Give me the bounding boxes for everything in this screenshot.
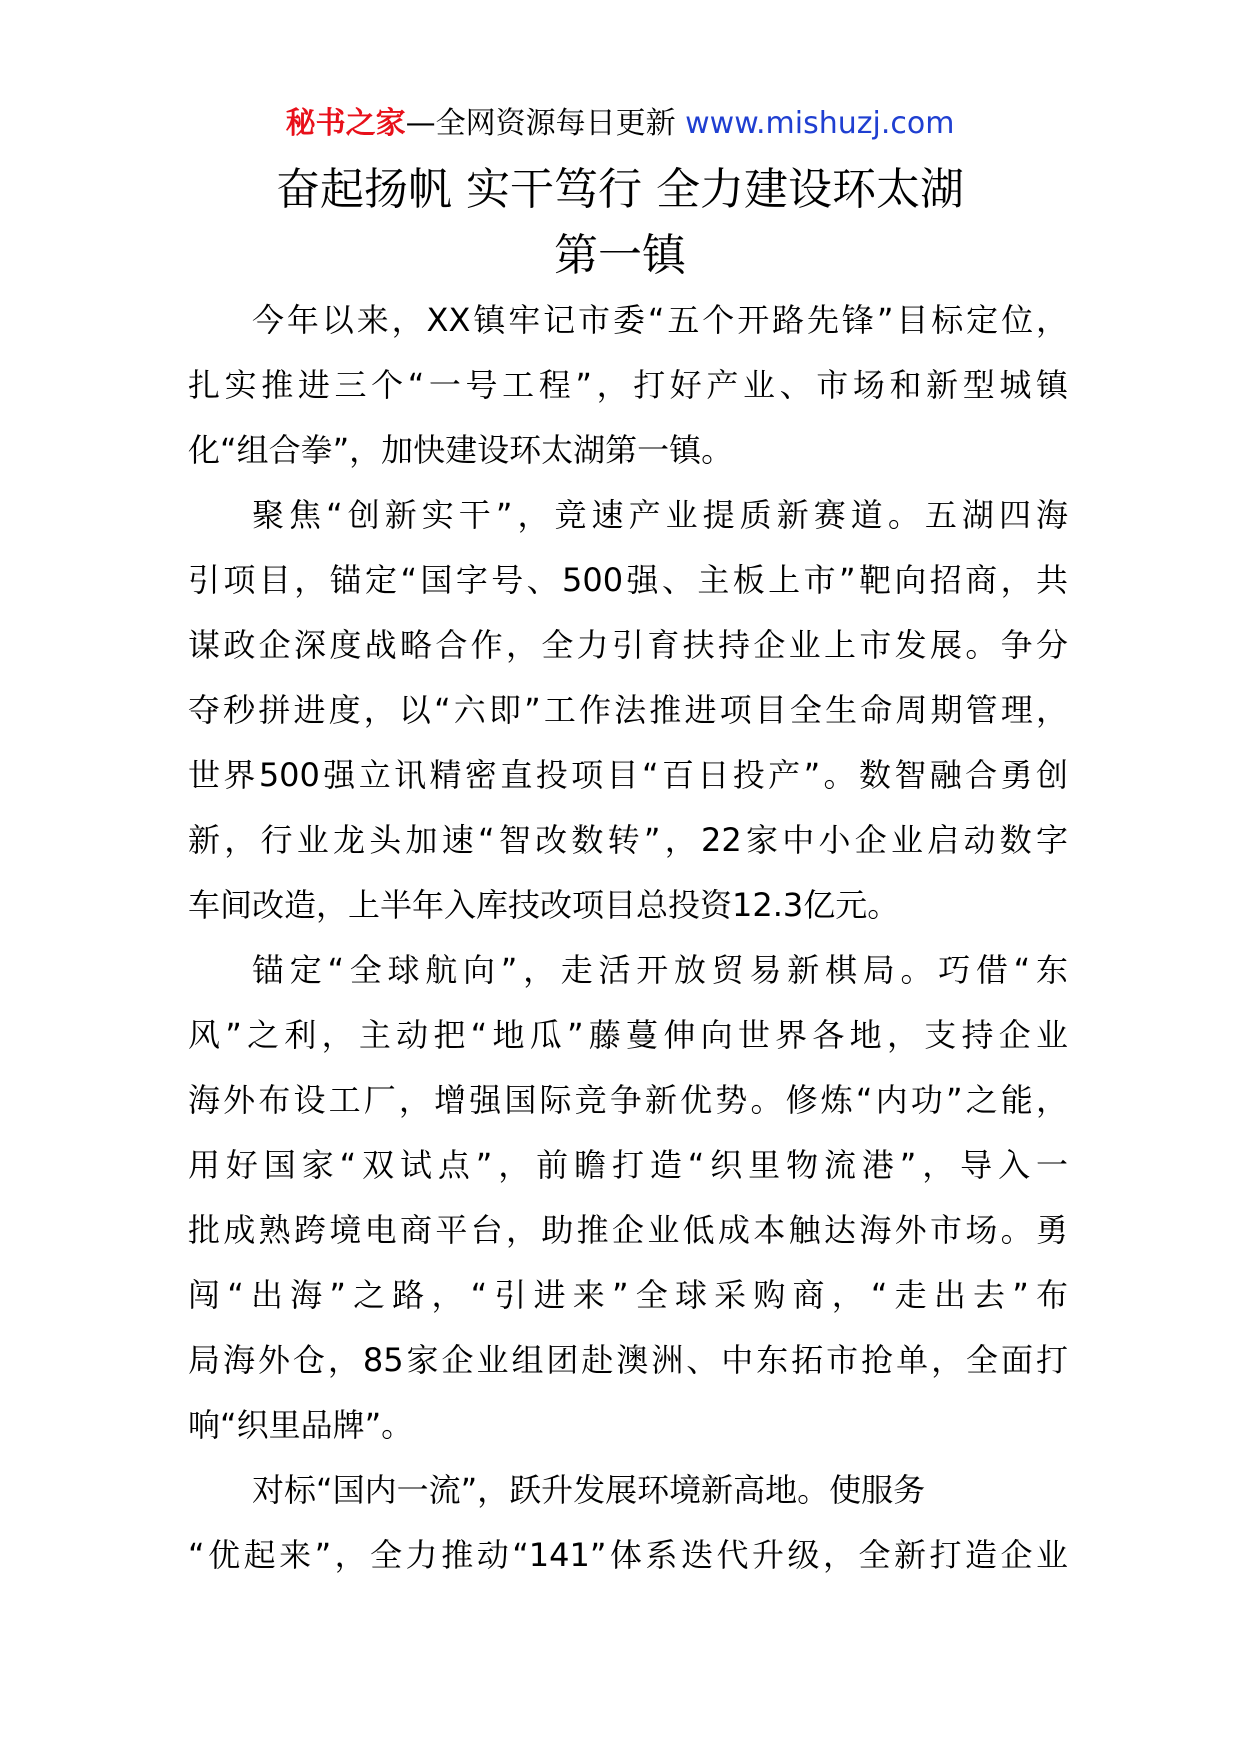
body-line: 新，行业龙头加速“智改数转”，22家中小企业启动数字: [188, 821, 1068, 859]
document-body: [188, 288, 1068, 1588]
site-url-link[interactable]: www.mishuzj.com: [685, 106, 955, 141]
document-title-line-1: 奋起扬帆 实干笃行 全力建设环太湖: [276, 164, 964, 215]
body-line: 夺秒拼进度，以“六即”工作法推进项目全生命周期管理，: [188, 691, 1068, 729]
body-line: 锚定“全球航向”，走活开放贸易新棋局。巧借“东: [252, 951, 1068, 989]
body-line: 化“组合拳”，加快建设环太湖第一镇。: [188, 431, 734, 469]
document-title-line-2: 第一镇: [554, 230, 686, 281]
body-line: 扎实推进三个“一号工程”，打好产业、市场和新型城镇: [188, 366, 1068, 404]
body-line: “优起来”，全力推动“141”体系迭代升级，全新打造企业: [188, 1536, 1068, 1574]
brand-name: 秘书之家: [285, 106, 406, 141]
body-line: 闯“出海”之路，“引进来”全球采购商，“走出去”布: [188, 1276, 1068, 1314]
body-line: 世界500强立讯精密直投项目“百日投产”。数智融合勇创: [188, 756, 1068, 794]
body-line: 车间改造，上半年入库技改项目总投资12.3亿元。: [188, 886, 900, 924]
body-line: 风”之利，主动把“地瓜”藤蔓伸向世界各地，支持企业: [188, 1016, 1068, 1054]
header-tagline: —全网资源每日更新: [405, 106, 686, 141]
body-line: 对标“国内一流”，跃升发展环境新高地。使服务: [252, 1471, 926, 1509]
body-line: 今年以来，XX镇牢记市委“五个开路先锋”目标定位，: [252, 301, 1068, 339]
body-line: 聚焦“创新实干”，竞速产业提质新赛道。五湖四海: [252, 496, 1068, 534]
body-line: 谋政企深度战略合作，全力引育扶持企业上市发展。争分: [188, 626, 1068, 664]
body-line: 局海外仓，85家企业组团赴澳洲、中东拓市抢单，全面打: [188, 1341, 1068, 1379]
body-line: 海外布设工厂，增强国际竞争新优势。修炼“内功”之能，: [188, 1081, 1068, 1119]
body-line: 用好国家“双试点”，前瞻打造“织里物流港”，导入一: [188, 1146, 1068, 1184]
body-line: 响“织里品牌”。: [188, 1406, 414, 1444]
body-line: 引项目，锚定“国字号、500强、主板上市”靶向招商，共: [188, 561, 1068, 599]
body-line: 批成熟跨境电商平台，助推企业低成本触达海外市场。勇: [188, 1211, 1068, 1249]
site-header: [0, 102, 1240, 146]
